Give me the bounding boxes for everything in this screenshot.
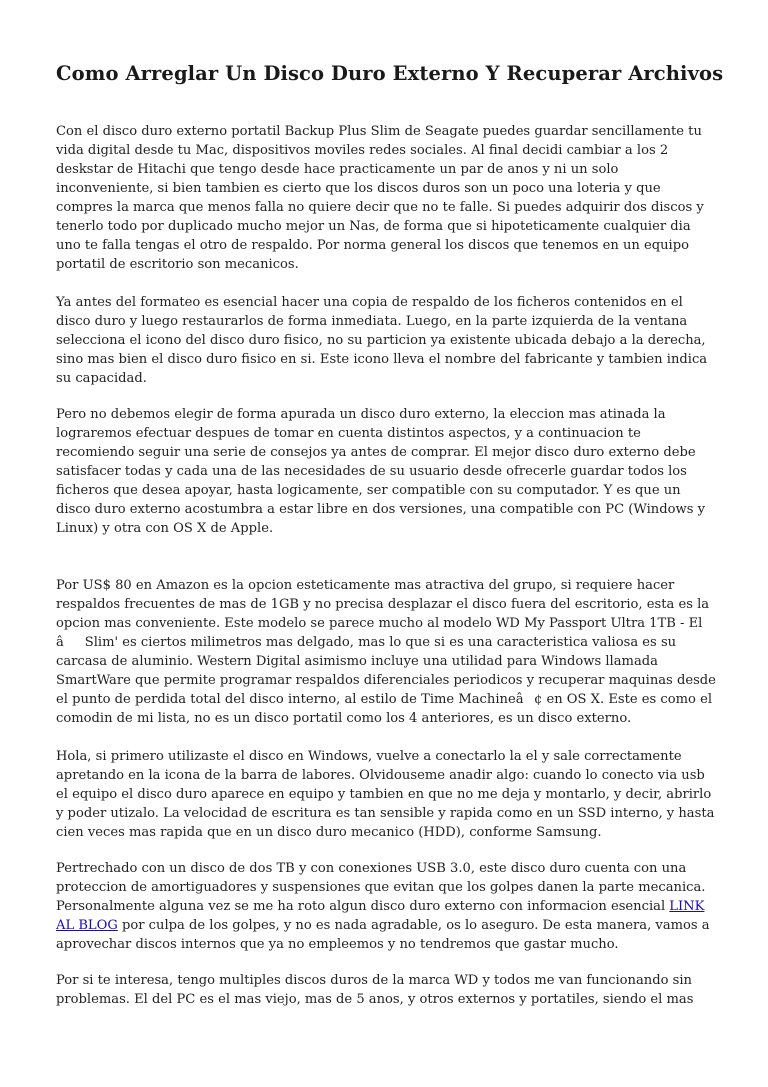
paragraph-7: Por si te interesa, tengo multiples discos duros de la marca WD y todos me van funcionando sin problemas. El del PC es el mas viejo, mas de 5 anos, y otros externos y portatiles, siendo el mas <box>56 973 694 1007</box>
paragraph-5: Hola, si primero utilizaste el disco en Windows, vuelve a conectarlo la el y sale correctamente apretando en la icona de la barra de labores. Olvidouseme anadir algo: cuando lo conecto via usb el equipo el disco duro aparece en equipo y tambien en que no me deja y montarlo, y decir, abrirlo y poder utizalo. La velocidad de escritura es tan sensible y rapida como en un SSD interno, y hasta cien veces mas rapida que en un disco duro mecanico (HDD), conforme Samsung. <box>56 749 715 840</box>
paragraph-6 <box>56 859 718 954</box>
blog-link[interactable]: LINK AL BLOG <box>56 899 705 933</box>
paragraph-3: Pero no debemos elegir de forma apurada un disco duro externo, la eleccion mas atinada la lograremos efectuar despues de tomar en cuenta distintos aspectos, y a continuacion te recomiendo seguir una serie de consejos ya antes de comprar. El mejor disco duro externo debe satisfacer todas y cada una de las necesidades de su usuario desde ofrecerle guardar todos los ficheros que desea apoyar, hasta logicamente, ser compatible con su computador. Y es que un disco duro externo acostumbra a estar libre en dos versiones, una compatible con PC (Windows y Linux) y otra con OS X de Apple. <box>56 407 705 536</box>
paragraph-4: Por US$ 80 en Amazon es la opcion esteticamente mas atractiva del grupo, si requiere hacer respaldos frecuentes de mas de 1GB y no precisa desplazar el disco fuera del escritorio, esta es la opcion mas conveniente. Este modelo se parece mucho al modelo WD My Passport Ultra 1TB - El âSlim' es ciertos milimetros mas delgado, mas lo que si es una caracteristica valiosa es su carcasa de aluminio. Western Digital asimismo incluye una utilidad para Windows llamada SmartWare que permite programar respaldos diferenciales periodicos y recuperar maquinas desde el punto de perdida total del disco interno, al estilo de Time Machineâ¢ en OS X. Este es como el comodin de mi lista, no es un disco portatil como los 4 anteriores, es un disco externo. <box>56 578 716 726</box>
page-title: Como Arreglar Un Disco Duro Externo Y Recuperar Archivos <box>56 62 724 85</box>
paragraph-1: Con el disco duro externo portatil Backup Plus Slim de Seagate puedes guardar sencillamente tu vida digital desde tu Mac, dispositivos moviles redes sociales. Al final decidi cambiar a los 2 deskstar de Hitachi que tengo desde hace practicamente un par de anos y ni un solo inconveniente, si bien tambien es cierto que los discos duros son un poco una loteria y que compres la marca que menos falla no quiere decir que no te falle. Si puedes adquirir dos discos y tenerlo todo por duplicado mucho mejor un Nas, de forma que si hipoteticamente cualquier dia uno te falla tengas el otro de respaldo. Por norma general los discos que tenemos en un equipo portatil de escritorio son mecanicos. <box>56 124 704 272</box>
paragraph-2: Ya antes del formateo es esencial hacer una copia de respaldo de los ficheros contenidos en el disco duro y luego restaurarlos de forma inmediata. Luego, en la parte izquierda de la ventana selecciona el icono del disco duro fisico, no su particion ya existente ubicada debajo a la derecha, sino mas bien el disco duro fisico en si. Este icono lleva el nombre del fabricante y tambien indica su capacidad. <box>56 295 708 386</box>
paragraph-6-text-end: por culpa de los golpes, y no es nada agradable, os lo aseguro. De esta manera, vamos a aprovechar discos internos que ya no empleemos y no tendremos que gastar mucho. <box>56 918 710 952</box>
paragraph-6-text-start: Pertrechado con un disco de dos TB y con conexiones USB 3.0, este disco duro cuenta con una proteccion de amortiguadores y suspensiones que evitan que los golpes danen la parte mecanica. Personalmente alguna vez se me ha roto algun disco duro externo con informacion esencial <box>56 861 706 914</box>
